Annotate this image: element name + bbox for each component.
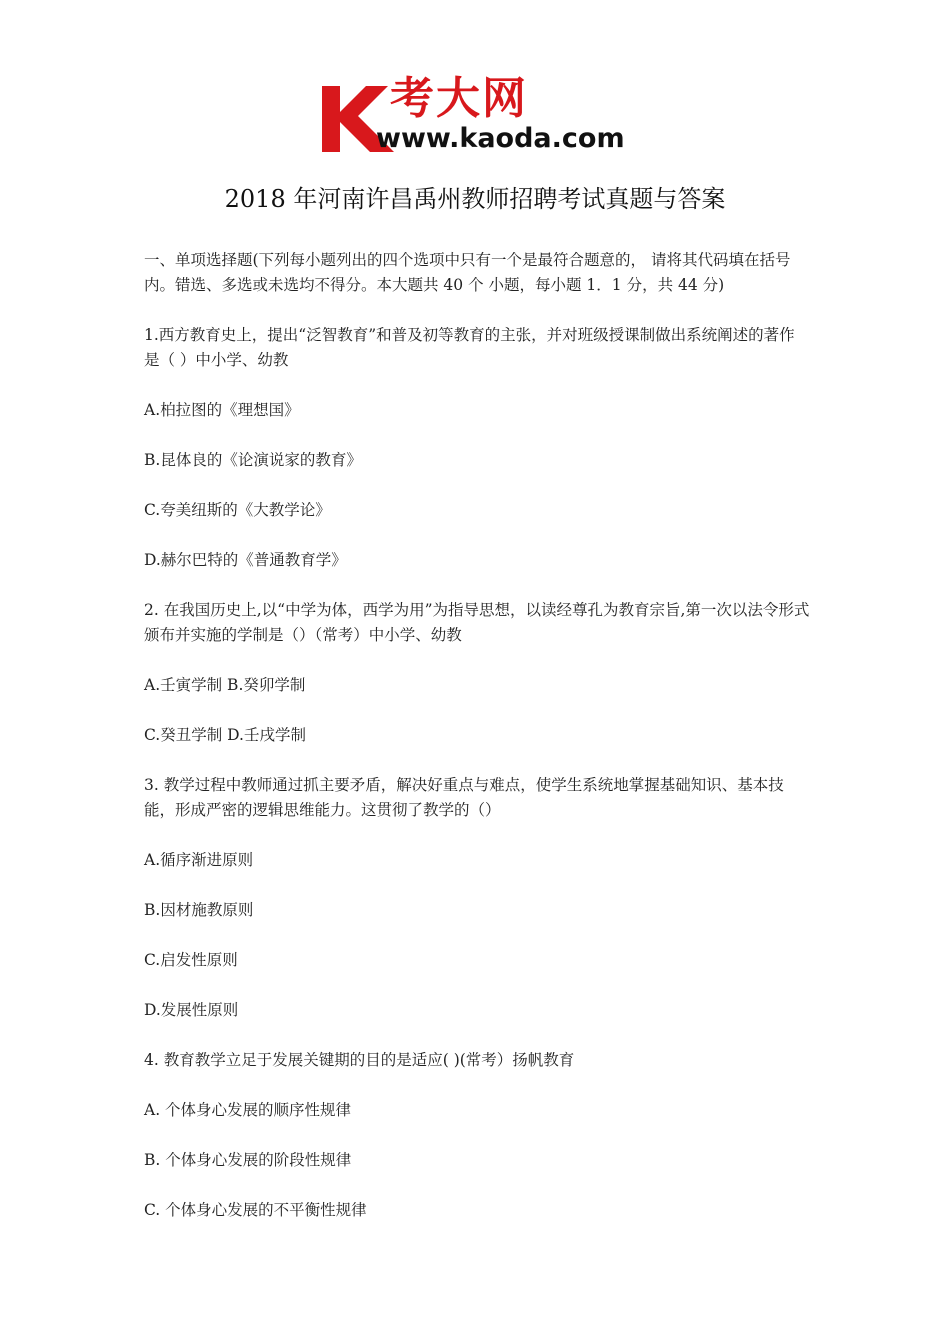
question-4-option-a: A. 个体身心发展的顺序性规律 [144, 1101, 352, 1119]
logo-chinese-name: 考大网 [390, 73, 528, 124]
question-3-option-b: B.因材施教原则 [144, 901, 254, 919]
document-title: 2018 年河南许昌禹州教师招聘考试真题与答案 [224, 185, 726, 213]
question-1-option-b: B.昆体良的《论演说家的教育》 [144, 451, 362, 469]
question-3-stem: 3. 教学过程中教师通过抓主要矛盾，解决好重点与难点，使学生系统地掌握基础知识、基本技能，形成严密的逻辑思维能力。这贯彻了教学的（） [144, 776, 784, 819]
question-1-option-a: A.柏拉图的《理想国》 [144, 401, 300, 419]
question-1-option-d: D.赫尔巴特的《普通教育学》 [144, 551, 347, 569]
question-2-options-ab: A.壬寅学制 B.癸卯学制 [144, 676, 306, 694]
kaoda-logo [318, 73, 638, 158]
question-3-option-c: C.启发性原则 [144, 951, 238, 969]
question-4-stem: 4. 教育教学立足于发展关键期的目的是适应( )(常考）扬帆教育 [144, 1051, 575, 1069]
question-2-stem: 2. 在我国历史上,以“中学为体，西学为用”为指导思想，以读经尊孔为教育宗旨,第一次以法令形式颁布并实施的学制是（）（常考）中小学、幼教 [144, 601, 810, 644]
question-2-options-cd: C.癸丑学制 D.壬戌学制 [144, 726, 306, 744]
section-intro: 一、单项选择题(下列每小题列出的四个选项中只有一个是最符合题意的， 请将其代码填在括号内。错选、多选或未选均不得分。本大题共 40 个 小题，每小题 1．1 分，共 44 分) [144, 251, 791, 294]
question-1-option-c: C.夸美纽斯的《大教学论》 [144, 501, 331, 519]
question-3-option-a: A.循序渐进原则 [144, 851, 254, 869]
document-body [144, 248, 814, 1248]
question-1-stem: 1.西方教育史上，提出“泛智教育”和普及初等教育的主张，并对班级授课制做出系统阐述的著作 是（ ）中小学、幼教 [144, 326, 795, 369]
question-4-option-b: B. 个体身心发展的阶段性规律 [144, 1151, 352, 1169]
question-4-option-c: C. 个体身心发展的不平衡性规律 [144, 1201, 367, 1219]
logo-url: www.kaoda.com [376, 123, 625, 154]
question-3-option-d: D.发展性原则 [144, 1001, 239, 1019]
